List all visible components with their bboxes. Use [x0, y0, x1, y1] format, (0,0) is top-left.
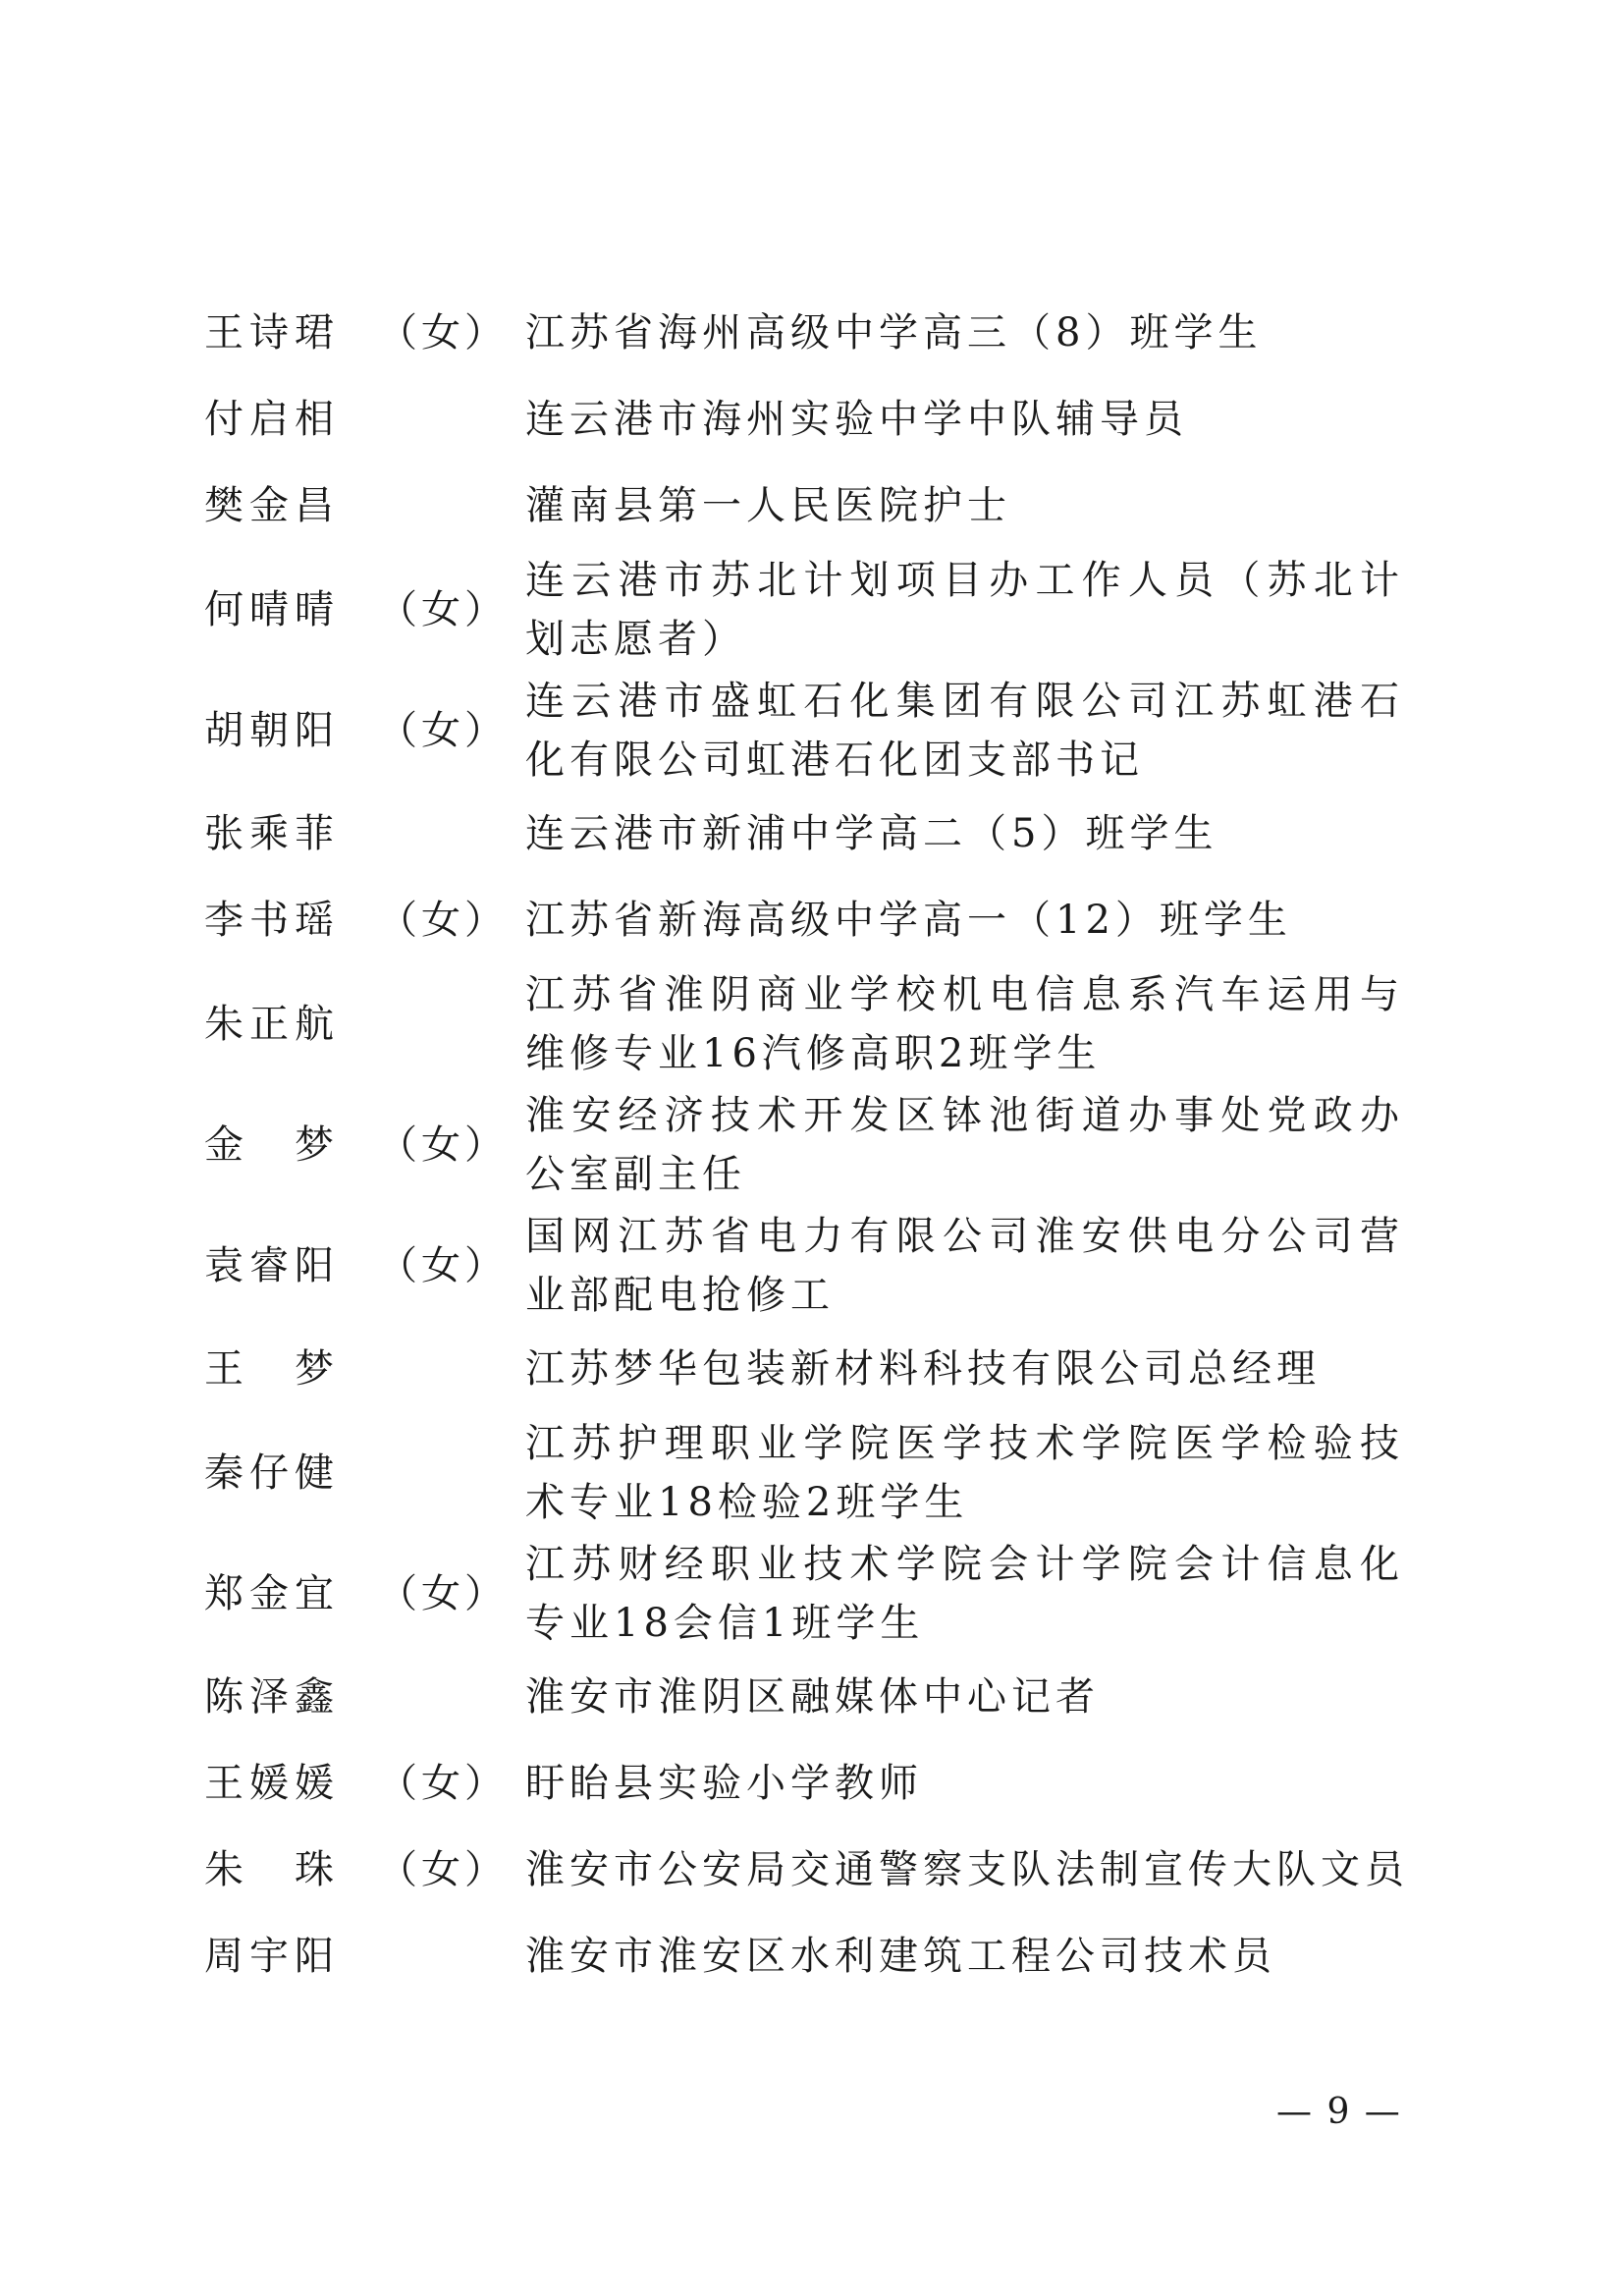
list-item — [0, 791, 1623, 877]
person-name: 付启相 — [204, 397, 340, 442]
list-item — [0, 1654, 1623, 1740]
gender-note: （女） — [378, 707, 508, 753]
person-name: 张乘菲 — [204, 811, 340, 856]
list-item — [0, 963, 1623, 1084]
person-name: 王 梦 — [204, 1346, 340, 1392]
affiliation: 江苏省新海高级中学高一（12）班学生 — [525, 898, 1292, 943]
gender-note: （女） — [378, 1761, 508, 1806]
gender-note: （女） — [378, 1847, 508, 1892]
person-name: 金 梦 — [204, 1121, 340, 1168]
affiliation: 连云港市新浦中学高二（5）班学生 — [525, 811, 1218, 856]
list-item — [0, 1913, 1623, 1999]
affiliation: 江苏省海州高级中学高三（8）班学生 — [525, 310, 1263, 355]
affiliation: 淮安市淮安区水利建筑工程公司技术员 — [525, 1934, 1276, 1979]
person-name: 王诗珺 — [204, 310, 340, 355]
list-item — [0, 877, 1623, 963]
list-item — [0, 1740, 1623, 1827]
person-name: 秦仔健 — [204, 1449, 340, 1496]
person-name: 朱正航 — [204, 1001, 340, 1047]
gender-note: （女） — [378, 1242, 508, 1288]
affiliation: 江苏省淮阴商业学校机电信息系汽车运用与维修专业16汽修高职2班学生 — [525, 972, 1404, 1076]
person-name: 李书瑶 — [204, 898, 340, 943]
list-item — [0, 670, 1623, 791]
person-name: 樊金昌 — [204, 483, 340, 528]
list-item — [0, 1205, 1623, 1326]
affiliation: 淮安市公安局交通警察支队法制宣传大队文员 — [525, 1847, 1409, 1892]
affiliation: 灌南县第一人民医院护士 — [525, 483, 1011, 528]
gender-note: （女） — [378, 310, 508, 355]
list-item — [0, 549, 1623, 670]
person-name: 袁睿阳 — [204, 1242, 340, 1288]
gender-note: （女） — [378, 898, 508, 943]
affiliation: 淮安市淮阴区融媒体中心记者 — [525, 1674, 1100, 1720]
list-item — [0, 1412, 1623, 1533]
affiliation: 江苏财经职业技术学院会计学院会计信息化专业18会信1班学生 — [525, 1542, 1404, 1646]
affiliation: 淮安经济技术开发区钵池街道办事处党政办公室副主任 — [525, 1093, 1404, 1197]
gender-note: （女） — [378, 1121, 508, 1168]
list-item — [0, 290, 1623, 376]
gender-note: （女） — [378, 586, 508, 632]
affiliation: 盱眙县实验小学教师 — [525, 1761, 923, 1806]
list-item — [0, 1533, 1623, 1654]
affiliation: 连云港市苏北计划项目办工作人员（苏北计划志愿者） — [525, 558, 1404, 662]
list-item — [0, 463, 1623, 549]
affiliation: 连云港市盛虹石化集团有限公司江苏虹港石化有限公司虹港石化团支部书记 — [525, 679, 1404, 783]
person-name: 何晴晴 — [204, 586, 340, 632]
affiliation: 江苏梦华包装新材料科技有限公司总经理 — [525, 1346, 1321, 1392]
person-name: 朱 珠 — [204, 1847, 340, 1892]
person-name: 王媛媛 — [204, 1761, 340, 1806]
list-item — [0, 376, 1623, 463]
affiliation: 国网江苏省电力有限公司淮安供电分公司营业部配电抢修工 — [525, 1214, 1404, 1318]
list-item — [0, 1326, 1623, 1412]
affiliation: 江苏护理职业学院医学技术学院医学检验技术专业18检验2班学生 — [525, 1421, 1404, 1525]
gender-note: （女） — [378, 1570, 508, 1616]
affiliation: 连云港市海州实验中学中队辅导员 — [525, 397, 1188, 442]
person-name: 胡朝阳 — [204, 707, 340, 753]
list-item — [0, 1084, 1623, 1205]
person-name: 郑金宜 — [204, 1570, 340, 1616]
name-list — [0, 290, 1623, 1999]
list-item — [0, 1827, 1623, 1913]
person-name: 陈泽鑫 — [204, 1674, 340, 1720]
page-number: — 9 — — [1276, 2092, 1402, 2132]
person-name: 周宇阳 — [204, 1934, 340, 1979]
